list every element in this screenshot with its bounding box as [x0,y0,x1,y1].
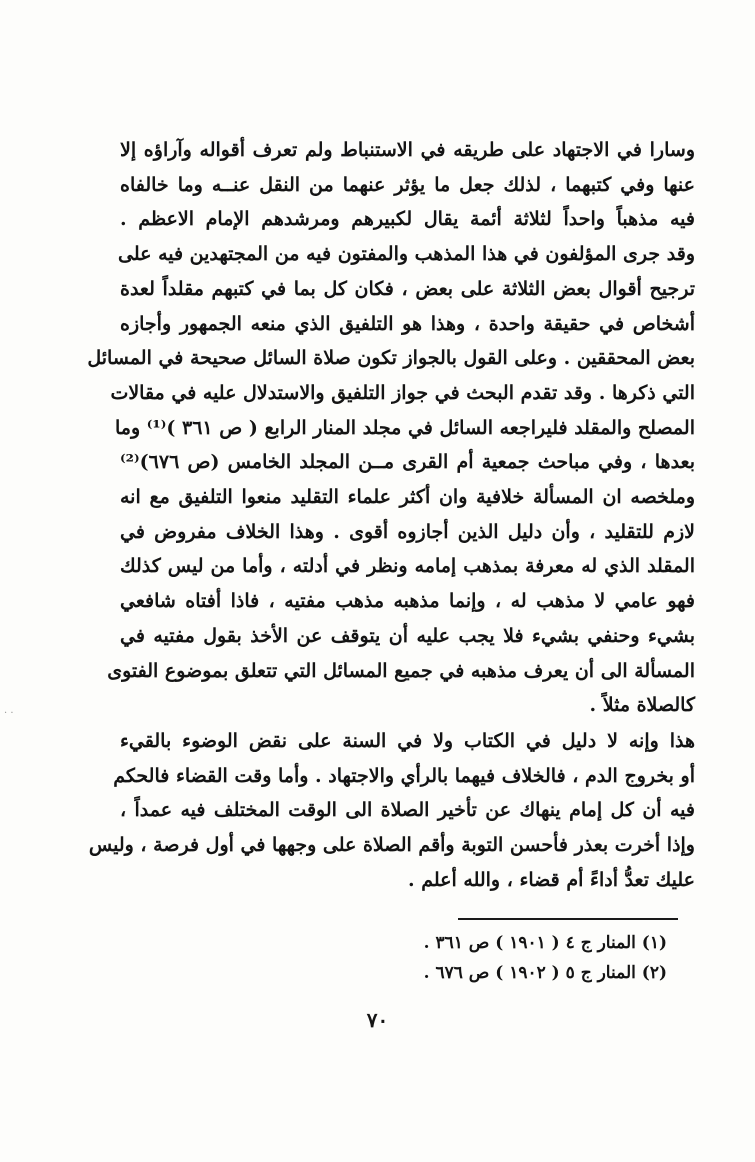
text-line: أشخاص في حقيقة واحدة ، وهذا هو التلفيق الذي منعه الجمهور وأجازه [120,312,695,335]
footnote-1: (١) المنار ج ٤ ( ١٩٠١ ) ص ٣٦١ . [423,933,667,953]
text-line: أو بخروج الدم ، فالخلاف فيهما بالرأي والاجتهاد . وأما وقت القضاء فالحكم [113,764,695,787]
page-number: ٧٠ [366,1008,389,1032]
text-line: لازم للتقليد ، وأن دليل الذين أجازوه أقوى . وهذا الخلاف مفروض في [120,520,695,543]
margin-specks: · · [4,708,14,719]
text-line: المسألة الى أن يعرف مذهبه في جميع المسائل التي تتعلق بموضوع الفتوى [107,659,695,682]
text-line: وإذا أخرت بعذر فأحسن التوبة وأقم الصلاة على وجهها في أول فرصة ، وليس [88,834,695,857]
text-line: ترجيح أقوال بعض الثلاثة على بعض ، فكان كل بما في كتبهم مقلداً لعدة [120,277,695,300]
text-line: المقلد الذي له معرفة بمذهب إمامه ونظر في أدلته ، وأما من ليس كذلك [120,555,695,578]
footnotes [367,928,667,988]
text-line: فيه مذهباً واحداً لثلاثة أئمة يقال لكبيرهم ومرشدهم الإمام الاعظم . [120,208,695,231]
text-line: وملخصه ان المسألة خلافية وان أكثر علماء التقليد منعوا التلفيق مع انه [120,486,695,509]
text-line: فهو عامي لا مذهب له ، وإنما مذهبه مذهب مفتيه ، فاذا أفتاه شافعي [120,590,695,613]
text-line: فيه أن كل إمام ينهاك عن تأخير الصلاة الى الوقت المختلف فيه عمداً ، [120,799,695,822]
text-line: بعض المحققين . وعلى القول بالجواز تكون صلاة السائل صحيحة في المسائل [87,347,695,370]
paragraph-2 [88,724,695,898]
text-line: بشيء وحنفي بشيء فلا يجب عليه أن يتوقف عن الأخذ بقول مفتيه في [120,624,695,647]
text-line: وقد جرى المؤلفون في هذا المذهب والمفتون فيه من المجتهدين فيه على [117,243,695,266]
text-line: وسارا في الاجتهاد على طريقه في الاستنباط ولم تعرف أقواله وآراؤه إلا [120,139,695,161]
text-line: بعدها ، وفي مباحث جمعية أم القرى مــن المجلد الخامس (ص ٦٧٦)⁽²⁾ [120,451,695,474]
text-line: التي ذكرها . وقد تقدم البحث في جواز التلفيق والاستدلال عليه في مقالات [110,381,695,404]
text-line: المصلح والمقلد فليراجعه السائل في مجلد المنار الرابع ( ص ٣٦١ )⁽¹⁾ وما [115,416,695,439]
footnote-divider [458,918,678,920]
paragraph-1 [87,133,695,723]
text-line: هذا وإنه لا دليل في الكتاب ولا في السنة على نقض الوضوء بالقيء [120,730,695,752]
footnote-2: (٢) المنار ج ٥ ( ١٩٠٢ ) ص ٦٧٦ . [423,963,667,983]
text-line: عليك تعدُّ أداءً أم قضاء ، والله أعلم . [407,868,695,891]
text-line: كالصلاة مثلاً . [589,694,695,717]
text-line: عنها وفي كتبهما ، لذلك جعل ما يؤثر عنهما من النقل عنــه وما خالفاه [120,173,695,196]
